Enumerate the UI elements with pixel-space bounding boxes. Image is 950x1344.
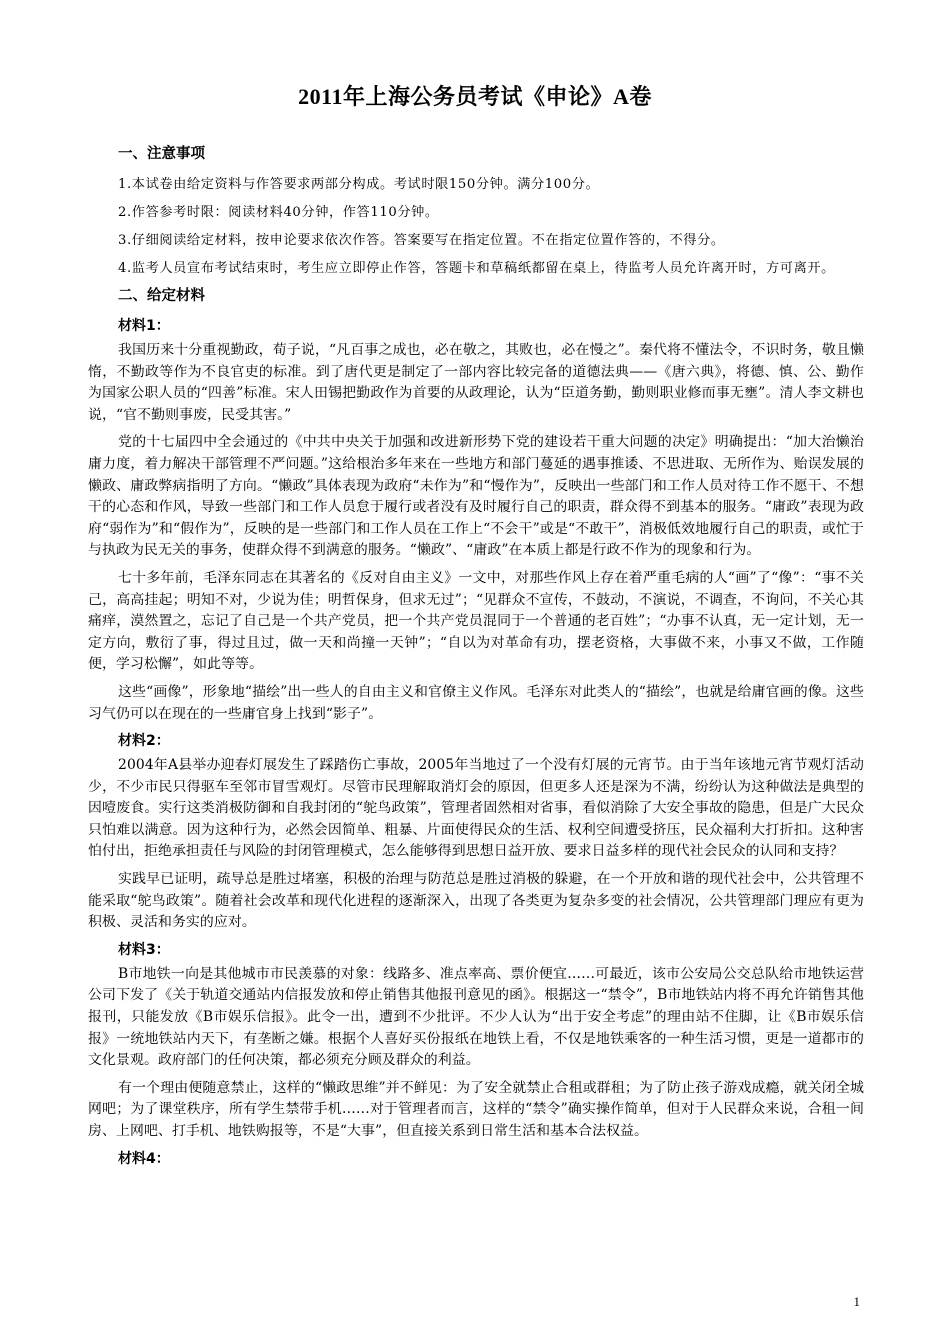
material1-label: 材料1： <box>118 318 170 334</box>
notice-item-3: 3.仔细阅读给定材料，按申论要求依次作答。答案要写在指定位置。不在指定位置作答的，不得分。 <box>118 233 725 248</box>
material2-label: 材料2： <box>118 733 170 750</box>
page-number: 1 <box>853 1294 860 1309</box>
material1-paragraph: 七十多年前，毛泽东同志在其著名的《反对自由主义》一文中，对那些作风上存在着严重毛病的人“画”了“像”：“事不关己，高高挂起；明知不对，少说为佳；明哲保身，但求无过”；“见群众不宣传，不鼓动，不演说，不调查，不询问，不关心其痛痒，漠然置之，忘记了自己是一个共产党员，把一个共产党员混同于一个普通的老百姓”；“办事不认真，无一定计划，无一定方向，敷衍了事，得过且过，做一天和尚撞一天钟”；“自以为对革命有功，摆老资格，大事做不来，小事又不做，工作随便，学习松懈”，如此等等。 <box>88 569 864 673</box>
material3-paragraph: B市地铁一向是其他城市市民羡慕的对象：线路多、准点率高、票价便宜……可最近，该市公安局公交总队给市地铁运营公司下发了《关于轨道交通站内信报发放和停止销售其他报刊意见的函》。根据这一“禁令”，B市地铁站内将不再允许销售其他报刊，只能发放《B市娱乐信报》。此令一出，遭到不少批评。不少人认为“出于安全考虑”的理由站不住脚，让《B市娱乐信报》一统地铁站内天下，有垄断之嫌。根据个人喜好买份报纸在地铁上看，不仅是地铁乘客的一种生活习惯，更是一道都市的文化景观。政府部门的任何决策，都必须充分顾及群众的利益。 <box>88 965 864 1069</box>
material2-paragraph: 2004年A县举办迎春灯展发生了踩踏伤亡事故，2005年当地过了一个没有灯展的元宵节。由于当年该地元宵节观灯活动少，不少市民只得驱车至邻市冒雪观灯。尽管市民理解取消灯会的原因，但更多人还是深为不满，纷纷认为这种做法是典型的因噎废食。实行这类消极防御和自我封闭的“鸵鸟政策”，管理者固然相对省事，看似消除了大安全事故的隐患，但是广大民众只怕难以满意。因为这种行为，必然会因简单、粗暴、片面使得民众的生活、权利空间遭受挤压，民众福利大打折扣。这种害怕付出，拒绝承担责任与风险的封闭管理模式，怎么能够得到思想日益开放、要求日益多样的现代社会民众的认同和支持？ <box>88 757 864 860</box>
material4-label: 材料4： <box>118 1150 170 1167</box>
notice-item-1: 1.本试卷由给定资料与作答要求两部分构成。考试时限150分钟。满分100分。 <box>118 177 600 192</box>
notice-item-4: 4.监考人员宣布考试结束时，考生应立即停止作答，答题卡和草稿纸都留在桌上，待监考人员允许离开时，方可离开。 <box>118 261 835 276</box>
document-title: 2011年上海公务员考试《申论》A卷 <box>298 84 652 109</box>
materials-heading: 二、给定材料 <box>118 288 205 304</box>
material3-label: 材料3： <box>118 941 170 958</box>
material1-paragraph: 党的十七届四中全会通过的《中共中央关于加强和改进新形势下党的建设若干重大问题的决定》明确提出：“加大治懒治庸力度，着力解决干部管理不严问题。”这给根治多年来在一些地方和部门蔓延的遇事推诿、不思进取、无所作为、贻误发展的懒政、庸政弊病指明了方向。“懒政”具体表现为政府“未作为”和“慢作为”，反映出一些部门和工作人员对待工作不愿干、不想干的心态和作风，导致一些部门和工作人员怠于履行或者没有及时履行自己的职责，群众得不到基本的服务。“庸政”表现为政府“弱作为”和“假作为”，反映的是一些部门和工作人员在工作上“不会干”或是“不敢干”，消极低效地履行自己的职责，或忙于与执政为民无关的事务，使群众得不到满意的服务。“懒政”、“庸政”在本质上都是行政不作为的现象和行为。 <box>88 434 864 559</box>
document-body <box>88 144 864 1173</box>
notice-item-2: 2.作答参考时限：阅读材料40分钟，作答110分钟。 <box>118 205 439 220</box>
material2-paragraph: 实践早已证明，疏导总是胜过堵塞，积极的治理与防范总是胜过消极的躲避，在一个开放和谐的现代社会中，公共管理不能采取“鸵鸟政策”。随着社会改革和现代化进程的逐渐深入，出现了各类更为复杂多变的社会情况，公共管理部门理应有更为积极、灵活和务实的应对。 <box>88 871 864 931</box>
material3-paragraph: 有一个理由便随意禁止，这样的“懒政思维”并不鲜见：为了安全就禁止合租或群租；为了防止孩子游戏成瘾，就关闭全城网吧；为了课堂秩序，所有学生禁带手机……对于管理者而言，这样的“禁令”确实操作简单，但对于人民群众来说，合租一间房、上网吧、打手机、地铁购报等，不是“大事”，但直接关系到日常生活和基本合法权益。 <box>88 1079 864 1139</box>
material1-paragraph: 我国历来十分重视勤政，荀子说，“凡百事之成也，必在敬之，其败也，必在慢之”。秦代将不懂法令，不识时务，敬且懒惰，不勤政等作为不良官吏的标准。到了唐代更是制定了一部内容比较完备的道德法典——《唐六典》，将德、慎、公、勤作为国家公职人员的“四善”标准。宋人田锡把勤政作为首要的从政理论，认为“臣道务勤，勤则职业修而事无壅”。清人李文耕也说，“官不勤则事废，民受其害。” <box>88 342 864 423</box>
notice-heading: 一、注意事项 <box>118 146 205 162</box>
material1-paragraph: 这些“画像”，形象地“描绘”出一些人的自由主义和官僚主义作风。毛泽东对此类人的“描绘”，也就是给庸官画的像。这些习气仍可以在现在的一些庸官身上找到“影子”。 <box>88 683 864 722</box>
